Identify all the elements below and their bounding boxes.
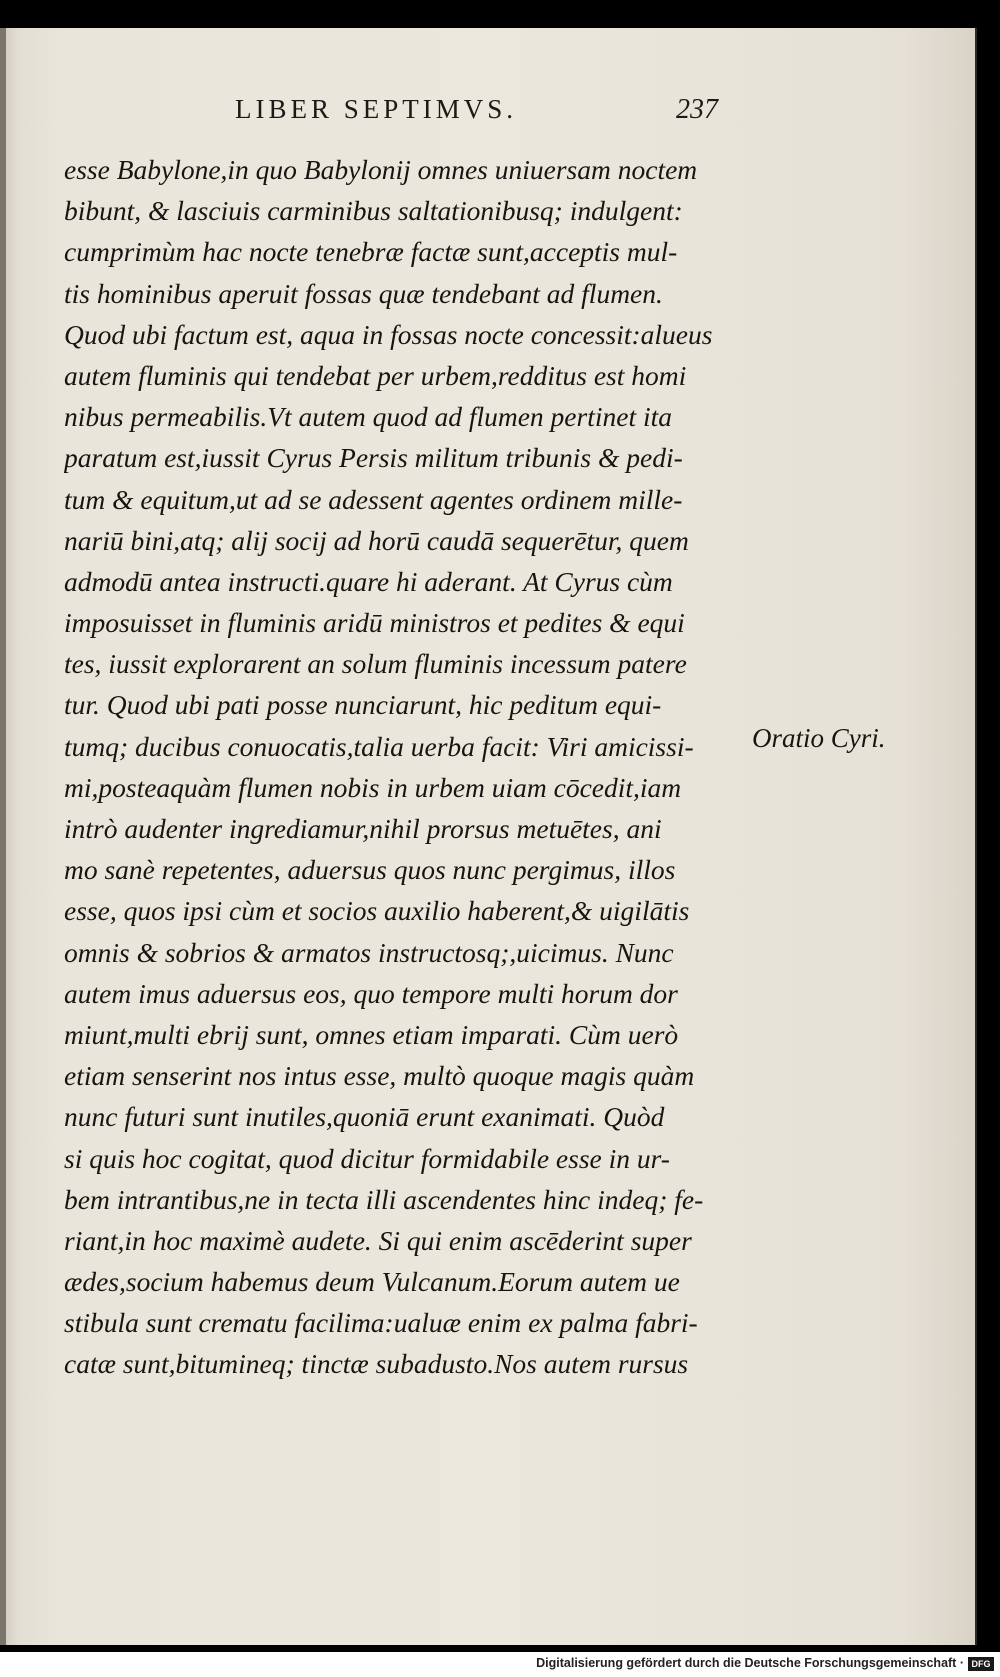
text-line: esse Babylone,in quo Babylonij omnes uniuersam noctem (64, 154, 698, 185)
footer-bar (0, 1652, 1000, 1677)
text-line: autem imus aduersus eos, quo tempore multi horum dor (64, 977, 678, 1009)
page-number: 237 (676, 94, 718, 125)
text-line: etiam senserint nos intus esse, multò quoque magis quàm (64, 1060, 695, 1092)
funding-credit: Digitalisierung gefördert durch die Deutsche Forschungsgemeinschaft · (536, 1656, 964, 1670)
text-line: catæ sunt,bitumineq; tinctæ subadusto.Nos autem rursus (64, 1348, 689, 1380)
text-block (64, 149, 754, 1385)
running-head: LIBER SEPTIMVS. (235, 94, 518, 124)
text-line: nariū bini,atq; alij socij ad horū caudā sequerētur, quem (64, 524, 689, 556)
text-line: Quod ubi factum est, aqua in fossas nocte concessit:alueus (64, 318, 713, 350)
text-line: tum & equitum,ut ad se adessent agentes ordinem mille- (64, 483, 683, 515)
text-line: esse, quos ipsi cùm et socios auxilio haberent,& uigilātis (64, 895, 690, 927)
text-line: imposuisset in fluminis aridū ministros et pedites & equi (64, 607, 685, 639)
text-line: admodū antea instructi.quare hi aderant. At Cyrus cùm (64, 565, 673, 597)
text-line: tur. Quod ubi pati posse nunciarunt, hic peditum equi- (64, 689, 662, 721)
marginal-note: Oratio Cyri. (752, 723, 886, 753)
text-line: stibula sunt crematu facilima:ualuæ enim ex palma fabri- (64, 1307, 698, 1339)
text-line: autem fluminis qui tendebat per urbem,redditus est homi (64, 359, 687, 391)
book-page (0, 28, 977, 1645)
text-line: bem intrantibus,ne in tecta illi ascendentes hinc indeq; fe- (64, 1183, 704, 1215)
text-line: miunt,multi ebrij sunt, omnes etiam imparati. Cùm uerò (64, 1018, 679, 1050)
text-line: bibunt, & lasciuis carminibus saltationibusq; indulgent: (64, 195, 683, 227)
text-line: tes, iussit explorarent an solum fluminis incessum patere (64, 648, 687, 680)
text-line: omnis & sobrios & armatos instructosq;,uicimus. Nunc (64, 936, 674, 968)
text-line: nunc futuri sunt inutiles,quoniā erunt exanimati. Quòd (64, 1101, 665, 1133)
text-line: tis hominibus aperuit fossas quæ tendebant ad flumen. (64, 277, 663, 309)
text-line: mo sanè repetentes, aduersus quos nunc pergimus, illos (64, 854, 676, 886)
text-line: nibus permeabilis.Vt autem quod ad flumen pertinet ita (64, 401, 672, 433)
dfg-logo-icon: DFG (968, 1657, 994, 1671)
text-line: paratum est,iussit Cyrus Persis militum tribunis & pedi- (64, 442, 683, 474)
text-line: cumprimùm hac nocte tenebræ factæ sunt,acceptis mul- (64, 236, 678, 268)
text-line: ædes,socium habemus deum Vulcanum.Eorum autem ue (64, 1266, 680, 1298)
text-line: tumq; ducibus conuocatis,talia uerba facit: Viri amicissi- (64, 730, 694, 762)
text-line: mi,posteaquàm flumen nobis in urbem uiam cōcedit,iam (64, 771, 682, 803)
text-line: intrò audenter ingrediamur,nihil prorsus metuētes, ani (64, 813, 662, 844)
text-line: si quis hoc cogitat, quod dicitur formidabile esse in ur- (64, 1142, 670, 1174)
text-line: riant,in hoc maximè audete. Si qui enim ascēderint super (64, 1224, 692, 1256)
